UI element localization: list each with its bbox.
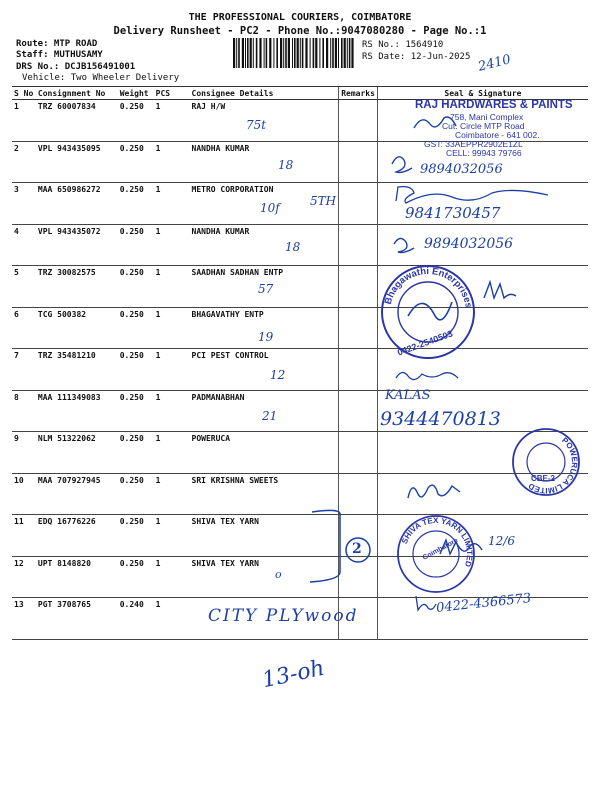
cell-consignment: TRZ 30082575 — [36, 266, 118, 308]
signature-row11 — [436, 536, 486, 562]
barcode-bar — [253, 38, 254, 68]
cell-remarks — [339, 141, 378, 183]
cell-weight: 0.250 — [118, 224, 154, 266]
barcode-bar — [349, 38, 351, 68]
cell-pcs: 1 — [154, 266, 190, 308]
handwritten-row5: 57 — [258, 282, 274, 296]
handwritten-row7: 12 — [270, 368, 286, 382]
cell-sno: 11 — [12, 515, 36, 557]
barcode-bar — [302, 38, 304, 68]
barcode-bar — [273, 38, 274, 68]
barcode-bar — [285, 38, 287, 68]
cell-consignment: VPL 943435095 — [36, 141, 118, 183]
handwritten-corner-note: 2410 — [476, 52, 513, 75]
table-header-row — [12, 87, 588, 100]
cell-pcs: 1 — [154, 141, 190, 183]
cell-remarks — [339, 100, 378, 142]
signature-row4 — [390, 232, 418, 256]
cell-consignment: VPL 943435072 — [36, 224, 118, 266]
stamp-bhagawathi-ring-text: Bhagawathi Enterprises — [382, 265, 474, 309]
cell-weight: 0.250 — [118, 307, 154, 349]
cell-pcs: 1 — [154, 515, 190, 557]
cell-consignee: POWERUCA — [190, 432, 339, 474]
cell-sno: 2 — [12, 141, 36, 183]
handwritten-row6: 19 — [258, 330, 274, 344]
cell-pcs: 1 — [154, 183, 190, 225]
cell-weight: 0.250 — [118, 390, 154, 432]
cell-sno: 12 — [12, 556, 36, 598]
stamp-bhagawathi-phone: 0422-2540503 — [396, 328, 455, 358]
barcode-bar — [310, 38, 311, 68]
cell-consignment: PGT 3708765 — [36, 598, 118, 640]
handwritten-row3a: 10f — [260, 201, 280, 215]
cell-sno: 3 — [12, 183, 36, 225]
barcode-bar — [269, 38, 271, 68]
cell-remarks — [339, 349, 378, 391]
table-row — [12, 349, 588, 391]
cell-weight: 0.240 — [118, 598, 154, 640]
cell-sno: 7 — [12, 349, 36, 391]
signature-row5 — [480, 278, 520, 304]
handwritten-bracket — [300, 508, 380, 588]
barcode-bar — [335, 38, 337, 68]
barcode-bar — [297, 38, 299, 68]
stamp-raj-gst: GST: 33AEPPR2902E1ZL — [424, 139, 523, 149]
barcode-bar — [322, 38, 324, 68]
barcode-bar — [313, 38, 315, 68]
cell-sno: 9 — [12, 432, 36, 474]
cell-consignee: PADMANABHAN — [190, 390, 339, 432]
cell-consignee: NANDHA KUMAR — [190, 141, 339, 183]
handwritten-city-plywood: CITY PLYwood — [208, 606, 359, 626]
cell-consignment: UPT 8148820 — [36, 556, 118, 598]
barcode-bar — [256, 38, 258, 68]
handwritten-row8: 21 — [262, 409, 278, 423]
header-consignee: Consignee Details — [190, 87, 339, 100]
cell-consignee: PCI PEST CONTROL — [190, 349, 339, 391]
handwritten-phone-row8: 9344470813 — [380, 408, 501, 430]
cell-remarks — [339, 390, 378, 432]
barcode-bar — [266, 38, 268, 68]
barcode-bar — [351, 38, 353, 68]
barcode-bar — [292, 38, 293, 68]
header-seal-signature: Seal & Signature — [377, 87, 588, 100]
barcode-bar — [245, 38, 246, 68]
stamp-raj-line3: Coimbatore - 641 002. — [455, 130, 540, 140]
barcode — [232, 38, 354, 68]
cell-pcs: 1 — [154, 100, 190, 142]
cell-sno: 1 — [12, 100, 36, 142]
signature-row10 — [404, 476, 464, 506]
stamp-poweruca-ring-text: POWERUCA LIMITED — [526, 435, 580, 496]
rs-date: RS Date: 12-Jun-2025 — [362, 52, 471, 62]
cell-consignment: MAA 111349083 — [36, 390, 118, 432]
cell-weight: 0.250 — [118, 100, 154, 142]
barcode-bar — [347, 38, 348, 68]
stamp-raj-name: RAJ HARDWARES & PAINTS — [415, 99, 573, 111]
cell-consignment: TRZ 35481210 — [36, 349, 118, 391]
barcode-bar — [341, 38, 343, 68]
staff: Staff: MUTHUSAMY — [16, 50, 103, 60]
handwritten-date-row11: 12/6 — [488, 534, 515, 548]
drs-number: DRS No.: DCJB156491001 — [16, 62, 136, 72]
cell-sno: 5 — [12, 266, 36, 308]
cell-weight: 0.250 — [118, 266, 154, 308]
signature-row7 — [392, 364, 462, 386]
table-row — [12, 307, 588, 349]
cell-consignment: TCG 500382 — [36, 307, 118, 349]
cell-consignee: BHAGAVATHY ENTP — [190, 307, 339, 349]
cell-pcs: 1 — [154, 349, 190, 391]
cell-remarks — [339, 224, 378, 266]
runsheet-title: Delivery Runsheet - PC2 - Phone No.:9047080280 - Page No.:1 — [113, 25, 487, 37]
cell-remarks — [339, 266, 378, 308]
barcode-bar — [250, 38, 252, 68]
barcode-bar — [330, 38, 331, 68]
cell-weight: 0.250 — [118, 556, 154, 598]
handwritten-bottom-note: 13-oh — [260, 655, 327, 694]
vehicle: Vehicle: Two Wheeler Delivery — [22, 73, 180, 83]
barcode-bar — [238, 38, 240, 68]
handwritten-phone-row13: 0422-4366573 — [435, 591, 532, 616]
cell-weight: 0.250 — [118, 349, 154, 391]
cell-sno: 8 — [12, 390, 36, 432]
cell-consignment: TRZ 60007834 — [36, 100, 118, 142]
header-sno: S No — [12, 87, 36, 100]
company-name: THE PROFESSIONAL COURIERS, COIMBATORE — [188, 12, 412, 23]
handwritten-row1: 75t — [246, 118, 267, 132]
barcode-bar — [236, 38, 237, 68]
barcode-bar — [233, 38, 235, 68]
cell-remarks — [339, 183, 378, 225]
header-remarks: Remarks — [339, 87, 378, 100]
stamp-poweruca-code: CBE-2 — [531, 474, 556, 483]
stamp-shiva-city: Coimbatore — [421, 537, 460, 562]
cell-weight: 0.250 — [118, 473, 154, 515]
cell-consignment: EDQ 16776226 — [36, 515, 118, 557]
header-pcs: PCS — [154, 87, 190, 100]
cell-pcs: 1 — [154, 307, 190, 349]
barcode-bar — [247, 38, 249, 68]
cell-pcs: 1 — [154, 224, 190, 266]
cell-pcs: 1 — [154, 473, 190, 515]
barcode-bar — [338, 38, 339, 68]
barcode-bar — [300, 38, 301, 68]
barcode-bar — [344, 38, 346, 68]
handwritten-phone-row3: 9841730457 — [405, 204, 501, 222]
handwritten-phone-row2: 9894032056 — [420, 162, 503, 177]
cell-consignee: RAJ H/W — [190, 100, 339, 142]
cell-weight: 0.250 — [118, 183, 154, 225]
cell-remarks — [339, 307, 378, 349]
cell-pcs: 1 — [154, 598, 190, 640]
cell-consignee: SHIVA TEX YARN — [190, 515, 339, 557]
stamp-raj-line1: 758, Mani Complex — [450, 112, 524, 122]
route: Route: MTP ROAD — [16, 39, 98, 49]
stamp-raj-line2: Cut. Circle MTP Road — [442, 121, 525, 131]
cell-consignee: NANDHA KUMAR — [190, 224, 339, 266]
cell-sno: 10 — [12, 473, 36, 515]
table-row — [12, 390, 588, 432]
cell-pcs: 1 — [154, 556, 190, 598]
cell-consignment: NLM 51322062 — [36, 432, 118, 474]
header-weight: Weight — [118, 87, 154, 100]
signature-row2 — [388, 150, 416, 178]
barcode-bar — [280, 38, 282, 68]
handwritten-row4: 18 — [285, 240, 301, 254]
signature-row13 — [412, 592, 438, 616]
barcode-bar — [315, 38, 317, 68]
barcode-bar — [305, 38, 307, 68]
handwritten-row3b: 5TH — [310, 194, 337, 208]
barcode-bar — [326, 38, 328, 68]
cell-consignment: MAA 650986272 — [36, 183, 118, 225]
header-consignment: Consignment No — [36, 87, 118, 100]
signature-row1 — [410, 112, 460, 142]
cell-consignee: SRI KRISHNA SWEETS — [190, 473, 339, 515]
cell-remarks — [339, 432, 378, 474]
cell-consignment: MAA 707927945 — [36, 473, 118, 515]
cell-pcs: 1 — [154, 432, 190, 474]
cell-consignee: SHIVA TEX YARN — [190, 556, 339, 598]
barcode-bar — [276, 38, 278, 68]
barcode-bar — [319, 38, 320, 68]
stamp-raj-cell: CELL: 99943 79766 — [446, 148, 522, 158]
handwritten-row2: 18 — [278, 158, 294, 172]
table-row — [12, 432, 588, 474]
cell-consignee: SAADHAN SADHAN ENTP — [190, 266, 339, 308]
barcode-bar — [283, 38, 284, 68]
barcode-bar — [294, 38, 296, 68]
handwritten-sign-row8: KALAS — [385, 388, 431, 403]
cell-sno: 6 — [12, 307, 36, 349]
cell-weight: 0.250 — [118, 515, 154, 557]
cell-consignee: METRO CORPORATION — [190, 183, 339, 225]
barcode-bar — [264, 38, 265, 68]
handwritten-phone-row4: 9894032056 — [424, 236, 514, 252]
cell-pcs: 1 — [154, 390, 190, 432]
barcode-bar — [332, 38, 334, 68]
stamp-poweruca — [510, 426, 582, 498]
barcode-bar — [242, 38, 244, 68]
cell-weight: 0.250 — [118, 432, 154, 474]
handwritten-row12-mark: o — [275, 568, 282, 581]
barcode-bar — [259, 38, 261, 68]
barcode-bar — [288, 38, 290, 68]
rs-number: RS No.: 1564910 — [362, 40, 444, 50]
stamp-shiva-ring-text: SHIVA TEX YARN LIMITED — [399, 515, 475, 568]
cell-sno: 4 — [12, 224, 36, 266]
handwritten-circled-2: 2 — [352, 541, 362, 557]
cell-sno: 13 — [12, 598, 36, 640]
cell-weight: 0.250 — [118, 141, 154, 183]
